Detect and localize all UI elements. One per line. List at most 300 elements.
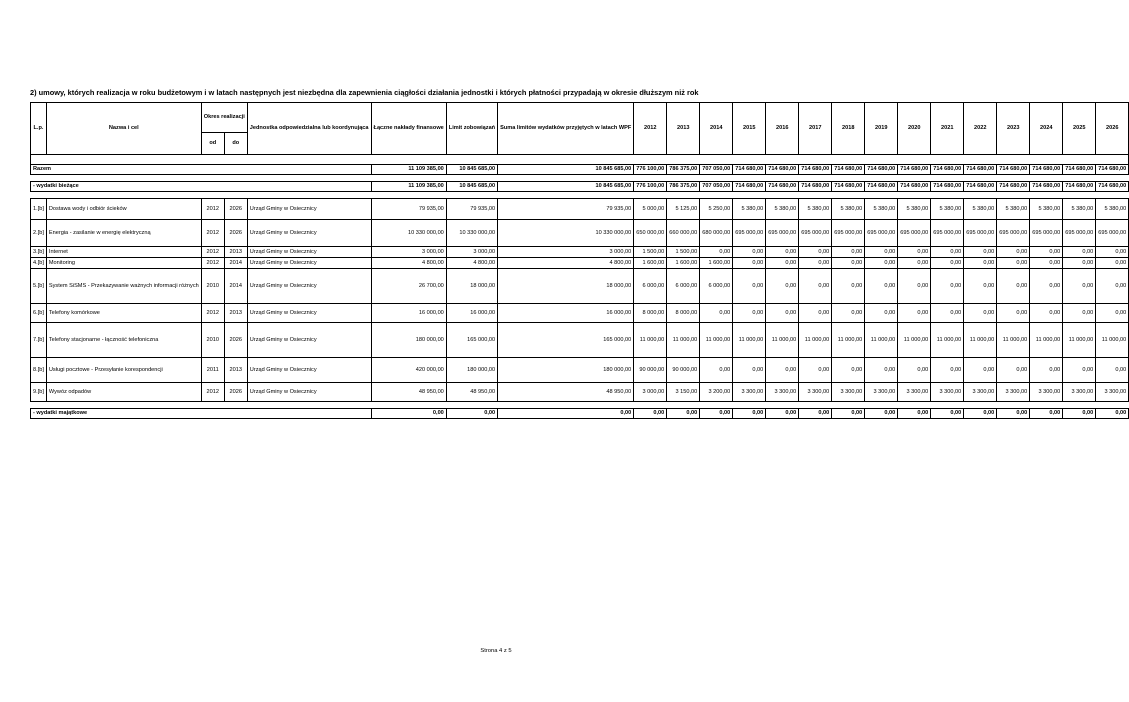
summary-value: 786 375,00: [667, 182, 700, 192]
row-value: 3 000,00: [498, 247, 634, 258]
header-year: 2015: [733, 103, 766, 155]
row-do: 2014: [224, 269, 247, 304]
summary-value: 0,00: [997, 409, 1030, 419]
row-value: 4 800,00: [498, 258, 634, 269]
row-value: 0,00: [1030, 304, 1063, 323]
header-lp: L.p.: [31, 103, 47, 155]
summary-label: - wydatki majątkowe: [31, 409, 372, 419]
summary-label: Razem: [31, 165, 372, 175]
summary-value: 0,00: [1096, 409, 1129, 419]
row-value: 16 000,00: [498, 304, 634, 323]
row-value: 11 000,00: [1096, 323, 1129, 358]
table-row: [31, 323, 1129, 358]
summary-value: 0,00: [700, 409, 733, 419]
row-od: 2011: [201, 358, 224, 383]
summary-value: 0,00: [865, 409, 898, 419]
summary-value: 714 680,00: [799, 182, 832, 192]
row-value: 0,00: [997, 247, 1030, 258]
row-nazwa: Usługi pocztowe - Przesyłanie korespondencji: [46, 358, 201, 383]
gap-cell: [31, 192, 1129, 199]
row-value: 3 300,00: [799, 383, 832, 402]
row-value: 0,00: [931, 304, 964, 323]
row-value: 10 330 000,00: [498, 220, 634, 247]
row-do: 2026: [224, 220, 247, 247]
row-value: 0,00: [865, 258, 898, 269]
row-jednostka: Urząd Gminy w Osiecznicy: [247, 323, 371, 358]
row-value: 0,00: [964, 269, 997, 304]
row-value: 0,00: [997, 304, 1030, 323]
table-row: [31, 220, 1129, 247]
razem-row: [31, 165, 1129, 175]
summary-value: 714 680,00: [832, 182, 865, 192]
summary-value: 714 680,00: [1063, 182, 1096, 192]
header-year: 2014: [700, 103, 733, 155]
table-row: [31, 383, 1129, 402]
row-value: 11 000,00: [700, 323, 733, 358]
row-value: 3 300,00: [931, 383, 964, 402]
row-value: 695 000,00: [931, 220, 964, 247]
row-lp: 9.[b]: [31, 383, 47, 402]
row-lp: 6.[b]: [31, 304, 47, 323]
row-value: 0,00: [799, 269, 832, 304]
row-jednostka: Urząd Gminy w Osiecznicy: [247, 269, 371, 304]
row-value: 3 000,00: [371, 247, 446, 258]
summary-value: 714 680,00: [733, 182, 766, 192]
row-value: 5 125,00: [667, 199, 700, 220]
row-value: 0,00: [1096, 358, 1129, 383]
row-lp: 1.[b]: [31, 199, 47, 220]
row-value: 11 000,00: [667, 323, 700, 358]
row-value: 0,00: [1063, 358, 1096, 383]
row-nazwa: Internet: [46, 247, 201, 258]
row-value: 0,00: [964, 304, 997, 323]
row-value: 695 000,00: [997, 220, 1030, 247]
summary-value: 707 050,00: [700, 182, 733, 192]
row-value: 0,00: [733, 269, 766, 304]
biezace-row: [31, 182, 1129, 192]
row-value: 0,00: [1063, 258, 1096, 269]
header-okres: Okres realizacji: [201, 103, 247, 133]
row-value: 0,00: [931, 269, 964, 304]
summary-value: 0,00: [667, 409, 700, 419]
row-value: 79 935,00: [498, 199, 634, 220]
row-value: 1 600,00: [700, 258, 733, 269]
header-year: 2020: [898, 103, 931, 155]
gap-row: [31, 175, 1129, 182]
row-do: 2013: [224, 247, 247, 258]
row-value: 0,00: [931, 247, 964, 258]
header-suma: Suma limitów wydatków przyjętych w latach WPF: [498, 103, 634, 155]
row-value: 0,00: [832, 247, 865, 258]
row-value: 90 000,00: [667, 358, 700, 383]
header-year: 2023: [997, 103, 1030, 155]
row-value: 0,00: [865, 304, 898, 323]
summary-value: 714 680,00: [766, 165, 799, 175]
row-value: 5 380,00: [766, 199, 799, 220]
row-value: 4 800,00: [371, 258, 446, 269]
summary-value: 0,00: [634, 409, 667, 419]
row-value: 165 000,00: [498, 323, 634, 358]
row-jednostka: Urząd Gminy w Osiecznicy: [247, 220, 371, 247]
summary-value: 714 680,00: [964, 165, 997, 175]
row-nazwa: Telefony stacjonarne - łączność telefoniczna: [46, 323, 201, 358]
row-value: 420 000,00: [371, 358, 446, 383]
row-value: 0,00: [700, 358, 733, 383]
row-nazwa: Wywóz odpadów: [46, 383, 201, 402]
row-value: 5 380,00: [1030, 199, 1063, 220]
row-nazwa: Energia - zasilanie w energię elektryczną: [46, 220, 201, 247]
row-value: 5 380,00: [931, 199, 964, 220]
row-value: 11 000,00: [799, 323, 832, 358]
row-value: 0,00: [766, 258, 799, 269]
row-value: 660 000,00: [667, 220, 700, 247]
row-value: 695 000,00: [766, 220, 799, 247]
summary-value: 0,00: [1030, 409, 1063, 419]
row-value: 3 150,00: [667, 383, 700, 402]
row-value: 3 300,00: [832, 383, 865, 402]
row-value: 11 000,00: [898, 323, 931, 358]
summary-value: 714 680,00: [1030, 182, 1063, 192]
row-do: 2013: [224, 304, 247, 323]
row-value: 11 000,00: [832, 323, 865, 358]
row-nazwa: System SiSMS - Przekazywanie ważnych informacji różnych: [46, 269, 201, 304]
summary-value: 10 845 685,00: [446, 182, 497, 192]
row-value: 6 000,00: [667, 269, 700, 304]
row-value: 10 330 000,00: [371, 220, 446, 247]
row-value: 0,00: [1063, 269, 1096, 304]
row-value: 695 000,00: [733, 220, 766, 247]
row-value: 3 300,00: [1096, 383, 1129, 402]
row-do: 2026: [224, 323, 247, 358]
table-row: [31, 269, 1129, 304]
header-year: 2016: [766, 103, 799, 155]
row-do: 2014: [224, 258, 247, 269]
row-value: 650 000,00: [634, 220, 667, 247]
row-value: 3 300,00: [997, 383, 1030, 402]
row-value: 695 000,00: [898, 220, 931, 247]
row-value: 0,00: [766, 269, 799, 304]
row-value: 11 000,00: [964, 323, 997, 358]
row-value: 10 330 000,00: [446, 220, 497, 247]
row-value: 0,00: [997, 258, 1030, 269]
row-lp: 2.[b]: [31, 220, 47, 247]
row-value: 0,00: [700, 247, 733, 258]
summary-value: 0,00: [898, 409, 931, 419]
majatkowe-row: [31, 409, 1129, 419]
row-value: 0,00: [997, 269, 1030, 304]
row-value: 3 300,00: [898, 383, 931, 402]
row-value: 3 300,00: [733, 383, 766, 402]
row-value: 0,00: [766, 247, 799, 258]
row-value: 0,00: [898, 358, 931, 383]
row-value: 1 500,00: [667, 247, 700, 258]
row-value: 0,00: [832, 258, 865, 269]
row-value: 695 000,00: [832, 220, 865, 247]
row-nazwa: Telefony komórkowe: [46, 304, 201, 323]
summary-value: 714 680,00: [865, 182, 898, 192]
row-value: 5 380,00: [799, 199, 832, 220]
row-value: 695 000,00: [1096, 220, 1129, 247]
summary-value: 776 100,00: [634, 165, 667, 175]
row-value: 5 000,00: [634, 199, 667, 220]
row-do: 2026: [224, 199, 247, 220]
row-value: 3 000,00: [446, 247, 497, 258]
row-value: 11 000,00: [997, 323, 1030, 358]
summary-value: 0,00: [733, 409, 766, 419]
row-value: 5 380,00: [997, 199, 1030, 220]
row-value: 0,00: [1063, 304, 1096, 323]
summary-value: 0,00: [931, 409, 964, 419]
gap-row: [31, 192, 1129, 199]
summary-value: 714 680,00: [1063, 165, 1096, 175]
summary-value: 714 680,00: [1030, 165, 1063, 175]
summary-value: 714 680,00: [898, 165, 931, 175]
row-value: 0,00: [799, 358, 832, 383]
row-value: 8 000,00: [634, 304, 667, 323]
row-value: 695 000,00: [865, 220, 898, 247]
row-value: 0,00: [766, 358, 799, 383]
row-value: 0,00: [931, 358, 964, 383]
summary-label: - wydatki bieżące: [31, 182, 372, 192]
row-value: 26 700,00: [371, 269, 446, 304]
summary-value: 0,00: [766, 409, 799, 419]
row-value: 1 600,00: [634, 258, 667, 269]
header-limit: Limit zobowiązań: [446, 103, 497, 155]
row-value: 5 250,00: [700, 199, 733, 220]
row-value: 4 800,00: [446, 258, 497, 269]
row-value: 6 000,00: [700, 269, 733, 304]
summary-value: 0,00: [799, 409, 832, 419]
row-value: 0,00: [832, 269, 865, 304]
header-year: 2012: [634, 103, 667, 155]
row-value: 3 300,00: [865, 383, 898, 402]
row-value: 5 380,00: [1063, 199, 1096, 220]
row-value: 48 950,00: [498, 383, 634, 402]
gap-cell: [31, 175, 1129, 182]
row-value: 0,00: [832, 304, 865, 323]
row-od: 2010: [201, 269, 224, 304]
row-value: 0,00: [1030, 247, 1063, 258]
header-nazwa: Nazwa i cel: [46, 103, 201, 155]
row-value: 5 380,00: [733, 199, 766, 220]
row-value: 3 300,00: [1030, 383, 1063, 402]
summary-value: 714 680,00: [766, 182, 799, 192]
row-value: 0,00: [733, 358, 766, 383]
row-value: 0,00: [1030, 358, 1063, 383]
row-value: 0,00: [997, 358, 1030, 383]
row-do: 2013: [224, 358, 247, 383]
summary-value: 11 109 385,00: [371, 182, 446, 192]
row-od: 2012: [201, 199, 224, 220]
summary-value: 707 050,00: [700, 165, 733, 175]
row-value: 0,00: [865, 358, 898, 383]
row-value: 79 935,00: [371, 199, 446, 220]
row-value: 8 000,00: [667, 304, 700, 323]
row-value: 0,00: [799, 304, 832, 323]
row-jednostka: Urząd Gminy w Osiecznicy: [247, 199, 371, 220]
header-year: 2021: [931, 103, 964, 155]
row-value: 0,00: [898, 269, 931, 304]
summary-value: 714 680,00: [931, 165, 964, 175]
row-value: 1 500,00: [634, 247, 667, 258]
row-value: 180 000,00: [446, 358, 497, 383]
row-value: 180 000,00: [371, 323, 446, 358]
summary-value: 714 680,00: [964, 182, 997, 192]
table-row: [31, 304, 1129, 323]
row-value: 18 000,00: [498, 269, 634, 304]
row-value: 5 380,00: [964, 199, 997, 220]
summary-value: 714 680,00: [1096, 165, 1129, 175]
row-value: 0,00: [1096, 247, 1129, 258]
row-value: 3 000,00: [634, 383, 667, 402]
row-nazwa: Monitoring: [46, 258, 201, 269]
gap-row: [31, 402, 1129, 409]
summary-value: 714 680,00: [1096, 182, 1129, 192]
row-value: 0,00: [1030, 258, 1063, 269]
row-od: 2012: [201, 383, 224, 402]
row-value: 0,00: [865, 269, 898, 304]
summary-value: 714 680,00: [799, 165, 832, 175]
summary-value: 714 680,00: [997, 165, 1030, 175]
row-lp: 5.[b]: [31, 269, 47, 304]
row-od: 2012: [201, 304, 224, 323]
row-jednostka: Urząd Gminy w Osiecznicy: [247, 247, 371, 258]
row-value: 0,00: [1063, 247, 1096, 258]
summary-value: 10 845 685,00: [498, 182, 634, 192]
row-value: 3 300,00: [964, 383, 997, 402]
summary-value: 0,00: [1063, 409, 1096, 419]
row-value: 0,00: [1030, 269, 1063, 304]
row-value: 3 300,00: [766, 383, 799, 402]
row-value: 5 380,00: [865, 199, 898, 220]
row-value: 6 000,00: [634, 269, 667, 304]
row-lp: 8.[b]: [31, 358, 47, 383]
summary-value: 776 100,00: [634, 182, 667, 192]
row-value: 0,00: [1096, 258, 1129, 269]
row-value: 11 000,00: [634, 323, 667, 358]
row-value: 680 000,00: [700, 220, 733, 247]
table-row: [31, 199, 1129, 220]
page-footer: Strona 4 z 5: [480, 648, 512, 654]
row-value: 79 935,00: [446, 199, 497, 220]
row-value: 5 380,00: [832, 199, 865, 220]
header-row-top: [31, 103, 1129, 133]
row-value: 0,00: [799, 247, 832, 258]
header-year: 2022: [964, 103, 997, 155]
row-value: 0,00: [964, 358, 997, 383]
summary-value: 714 680,00: [997, 182, 1030, 192]
row-nazwa: Dostawa wody i odbiór ścieków: [46, 199, 201, 220]
summary-value: 0,00: [964, 409, 997, 419]
row-value: 695 000,00: [799, 220, 832, 247]
header-year: 2018: [832, 103, 865, 155]
row-value: 0,00: [964, 258, 997, 269]
row-lp: 4.[b]: [31, 258, 47, 269]
row-value: 90 000,00: [634, 358, 667, 383]
row-value: 11 000,00: [931, 323, 964, 358]
row-od: 2012: [201, 247, 224, 258]
row-value: 0,00: [964, 247, 997, 258]
summary-value: 0,00: [498, 409, 634, 419]
row-value: 11 000,00: [1063, 323, 1096, 358]
row-value: 11 000,00: [1030, 323, 1063, 358]
row-value: 18 000,00: [446, 269, 497, 304]
summary-value: 0,00: [832, 409, 865, 419]
header-year: 2024: [1030, 103, 1063, 155]
gap-cell: [31, 402, 1129, 409]
row-jednostka: Urząd Gminy w Osiecznicy: [247, 258, 371, 269]
row-value: 3 300,00: [1063, 383, 1096, 402]
row-value: 0,00: [733, 258, 766, 269]
summary-value: 786 375,00: [667, 165, 700, 175]
summary-value: 714 680,00: [733, 165, 766, 175]
row-value: 0,00: [1096, 269, 1129, 304]
row-value: 0,00: [898, 304, 931, 323]
row-value: 16 000,00: [371, 304, 446, 323]
row-value: 0,00: [733, 247, 766, 258]
table-row: [31, 358, 1129, 383]
row-value: 165 000,00: [446, 323, 497, 358]
summary-value: 10 845 685,00: [446, 165, 497, 175]
row-value: 0,00: [700, 304, 733, 323]
header-spacer: [31, 155, 1129, 165]
summary-value: 714 680,00: [931, 182, 964, 192]
row-jednostka: Urząd Gminy w Osiecznicy: [247, 383, 371, 402]
header-year: 2025: [1063, 103, 1096, 155]
row-value: 0,00: [931, 258, 964, 269]
section-heading: 2) umowy, których realizacja w roku budżetowym i w latach następnych jest niezbędna dla zapewnienia ciągłości działania jednostki i których płatności przypadają w okresie dłuższym niż rok: [30, 88, 699, 97]
header-year: 2013: [667, 103, 700, 155]
row-do: 2026: [224, 383, 247, 402]
row-lp: 3.[b]: [31, 247, 47, 258]
row-od: 2010: [201, 323, 224, 358]
header-jednostka: Jednostka odpowiedzialna lub koordynująca: [247, 103, 371, 155]
row-value: 48 950,00: [446, 383, 497, 402]
row-value: 0,00: [766, 304, 799, 323]
row-value: 3 200,00: [700, 383, 733, 402]
row-value: 0,00: [865, 247, 898, 258]
row-value: 11 000,00: [733, 323, 766, 358]
row-value: 180 000,00: [498, 358, 634, 383]
summary-value: 714 680,00: [865, 165, 898, 175]
row-od: 2012: [201, 220, 224, 247]
row-value: 0,00: [799, 258, 832, 269]
row-value: 48 950,00: [371, 383, 446, 402]
wpf-agreements-table: [30, 102, 1129, 419]
row-value: 11 000,00: [865, 323, 898, 358]
row-value: 695 000,00: [1063, 220, 1096, 247]
table-row: [31, 247, 1129, 258]
header-year: 2019: [865, 103, 898, 155]
row-lp: 7.[b]: [31, 323, 47, 358]
row-value: 695 000,00: [1030, 220, 1063, 247]
row-value: 11 000,00: [766, 323, 799, 358]
header-do: do: [224, 133, 247, 155]
table-row: [31, 258, 1129, 269]
row-od: 2012: [201, 258, 224, 269]
header-year: 2017: [799, 103, 832, 155]
row-value: 695 000,00: [964, 220, 997, 247]
header-year: 2026: [1096, 103, 1129, 155]
header-laczne: Łączne nakłady finansowe: [371, 103, 446, 155]
row-jednostka: Urząd Gminy w Osiecznicy: [247, 304, 371, 323]
spacer-cell: [31, 155, 1129, 165]
header-od: od: [201, 133, 224, 155]
row-value: 5 380,00: [898, 199, 931, 220]
row-value: 0,00: [1096, 304, 1129, 323]
row-value: 0,00: [898, 258, 931, 269]
row-value: 16 000,00: [446, 304, 497, 323]
